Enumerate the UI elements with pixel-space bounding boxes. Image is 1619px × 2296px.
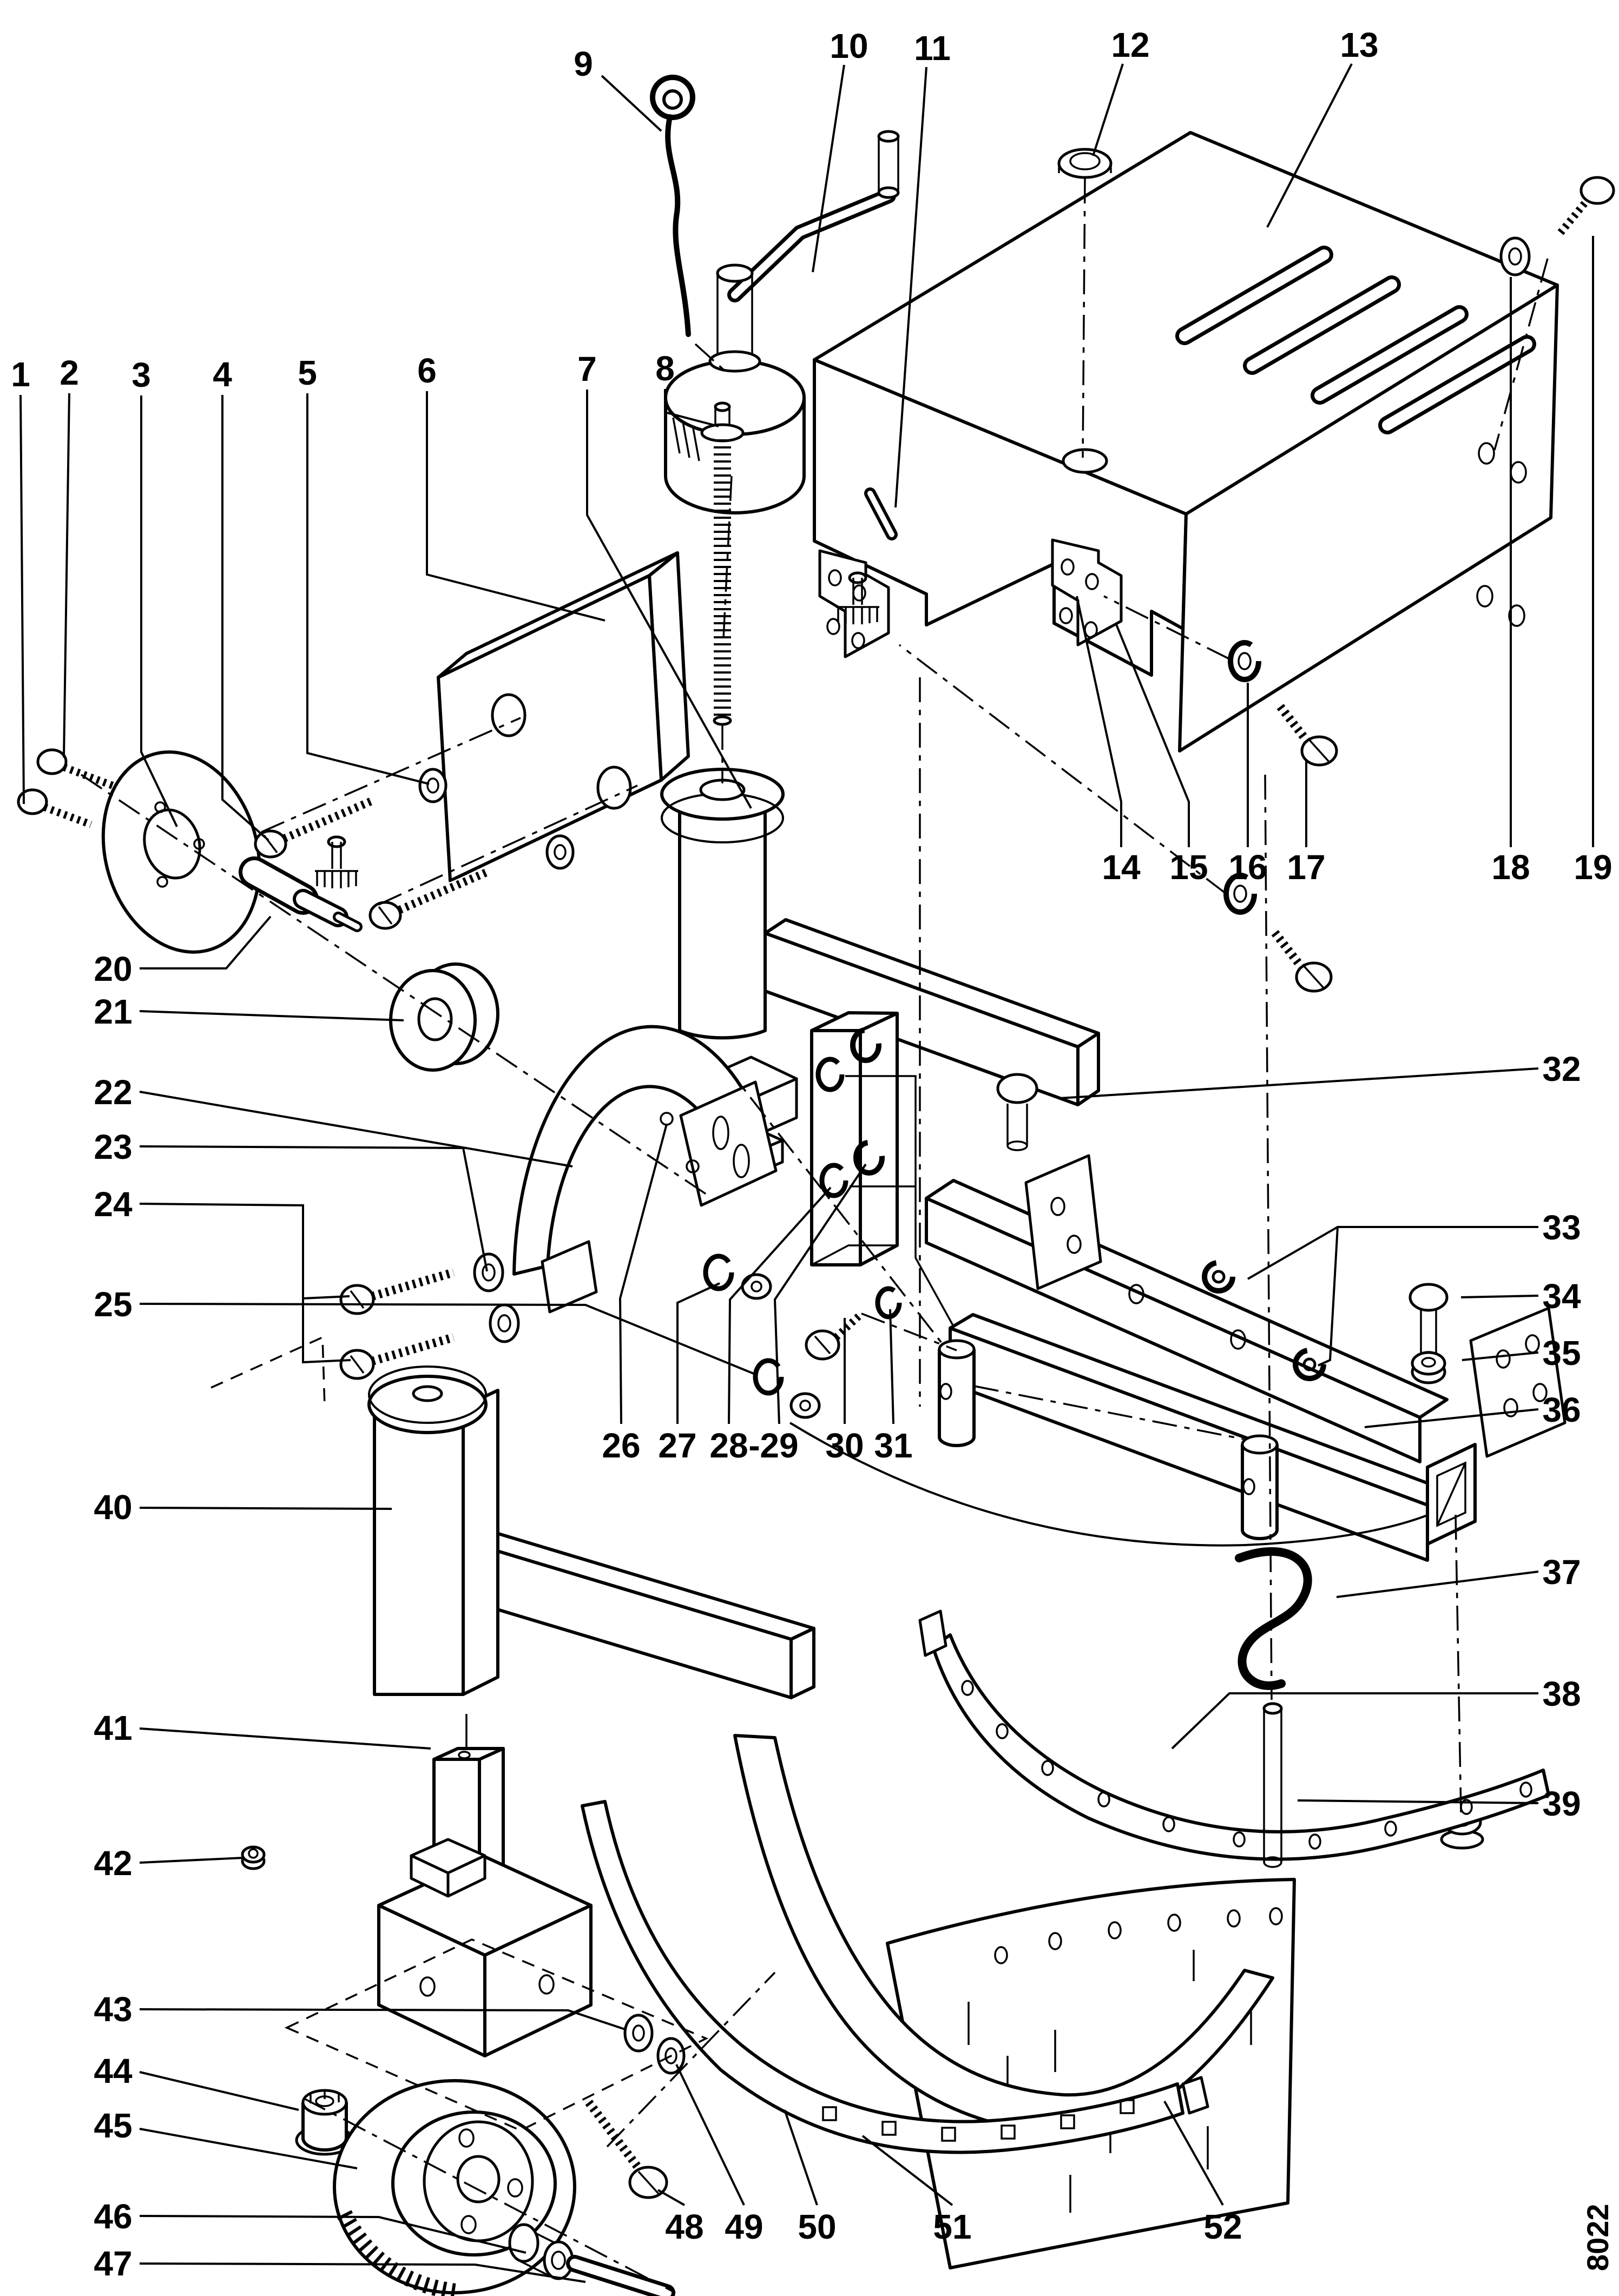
callout-28: 28 [709, 1426, 748, 1465]
callout-leader-26 [620, 1124, 667, 1424]
hex-bolt [1275, 933, 1331, 991]
pivot-bushing [939, 1341, 974, 1446]
callout-7: 7 [577, 349, 597, 388]
callout-22: 22 [94, 1073, 133, 1112]
callout-leader-21 [140, 1011, 404, 1020]
bolt-small [38, 750, 113, 786]
callout-29: 29 [760, 1426, 799, 1465]
callout-6: 6 [417, 351, 437, 390]
callout-49: 49 [725, 2207, 764, 2246]
carriage-frame [790, 1156, 1565, 1560]
callout-leader-42 [140, 1858, 243, 1863]
callout-5: 5 [298, 353, 317, 392]
callout-48: 48 [665, 2207, 704, 2246]
roller-washer [391, 964, 498, 1070]
callout-19: 19 [1574, 848, 1613, 887]
callout-23: 23 [94, 1127, 133, 1166]
pivot-bolt [1410, 1284, 1447, 1360]
callout-leader-4 [222, 395, 268, 840]
grease-nipple [315, 837, 358, 888]
lock-washer [878, 1289, 899, 1317]
callout-46: 46 [94, 2197, 133, 2236]
hex-bolt [1280, 707, 1337, 765]
callout-leader-12 [1093, 64, 1123, 156]
callout-leader-2 [64, 393, 69, 757]
wheel [334, 2081, 575, 2293]
callout-11: 11 [914, 29, 951, 68]
callout-35: 35 [1542, 1334, 1581, 1373]
callout-14: 14 [1102, 848, 1141, 887]
callout-leader-32 [1059, 1068, 1538, 1098]
callout-leader-48 [658, 2190, 685, 2205]
block-pad [438, 553, 688, 881]
washer-nut-pair [755, 1361, 819, 1417]
callout-2: 2 [60, 353, 79, 392]
column-post [369, 1367, 498, 1694]
guard-washers [475, 1254, 518, 1342]
grommet-cap [1059, 149, 1111, 177]
callout-leader-1 [21, 395, 24, 804]
callout-24: 24 [94, 1185, 133, 1224]
washer [625, 2015, 652, 2051]
callout-leader-27 [677, 1283, 720, 1424]
callout-36: 36 [1542, 1390, 1581, 1429]
callout-31: 31 [874, 1426, 913, 1465]
callout-leader-33 [1248, 1227, 1538, 1279]
caster-bracket [379, 1839, 591, 2056]
callout-20: 20 [94, 949, 133, 988]
callout-43: 43 [94, 1990, 133, 2029]
callout-leader-6 [427, 391, 605, 621]
hex-bolt [1561, 177, 1614, 233]
callout-27: 27 [658, 1426, 697, 1465]
callout-leader-23 [140, 1146, 487, 1271]
callout-51: 51 [933, 2207, 972, 2246]
callout-1: 1 [11, 355, 30, 394]
callout-13: 13 [1340, 25, 1379, 64]
hex-bolt [589, 2102, 667, 2198]
callout-leader-41 [140, 1728, 431, 1749]
callout-10: 10 [830, 27, 868, 65]
carriage-bolt [806, 1316, 859, 1359]
callout-50: 50 [798, 2207, 837, 2246]
callout-39: 39 [1542, 1784, 1581, 1823]
cotter-pin [653, 77, 693, 334]
callout-8: 8 [655, 349, 675, 388]
callout-leader-37 [1337, 1572, 1538, 1597]
callout-32: 32 [1542, 1050, 1581, 1088]
drawing-number: 8022 [1581, 2203, 1615, 2271]
callout-17: 17 [1287, 848, 1326, 887]
callout-leader-34 [1461, 1296, 1538, 1297]
callout-leader-10 [813, 65, 844, 272]
callout-leader-44 [140, 2072, 299, 2110]
callout-26: 26 [602, 1426, 641, 1465]
axle-pin [575, 2264, 667, 2293]
callout-21: 21 [94, 992, 133, 1031]
callout-leader-49 [676, 2064, 744, 2205]
hinge-bolt [998, 1074, 1037, 1150]
callout-44: 44 [94, 2051, 133, 2090]
callout-hyphen: - [748, 1426, 760, 1465]
callout-47: 47 [94, 2244, 133, 2283]
callout-leader-38 [1172, 1693, 1538, 1749]
callout-16: 16 [1228, 848, 1267, 887]
callout-41: 41 [94, 1708, 133, 1747]
callout-38: 38 [1542, 1674, 1581, 1713]
callout-leader-5 [307, 393, 429, 784]
callout-30: 30 [825, 1426, 864, 1465]
callout-37: 37 [1542, 1553, 1581, 1592]
callout-leader-40 [140, 1508, 392, 1509]
callout-3: 3 [131, 355, 151, 394]
callout-34: 34 [1542, 1277, 1581, 1316]
curved-band-upper [920, 1611, 1549, 1859]
callout-52: 52 [1203, 2207, 1242, 2246]
callout-4: 4 [213, 355, 232, 394]
washer-nut-pair [706, 1256, 771, 1298]
disc-flange [81, 734, 282, 971]
callout-33: 33 [1542, 1208, 1581, 1247]
callout-18: 18 [1491, 848, 1530, 887]
small-nut [242, 1847, 264, 1869]
s-hook [1239, 1552, 1308, 1686]
guard-screws [341, 1272, 453, 1378]
pivot-bushing [1242, 1436, 1277, 1539]
callout-40: 40 [94, 1488, 133, 1527]
callout-45: 45 [94, 2106, 133, 2145]
lock-nut [1412, 1352, 1445, 1383]
support-arm [463, 1530, 814, 1698]
crank-grip [879, 131, 898, 197]
callout-15: 15 [1169, 848, 1208, 887]
callout-42: 42 [94, 1844, 133, 1883]
callout-9: 9 [574, 44, 593, 83]
washer [1501, 238, 1529, 275]
callout-25: 25 [94, 1285, 133, 1324]
callout-leader-22 [140, 1092, 572, 1166]
bolt-small [18, 790, 91, 824]
callout-12: 12 [1111, 25, 1150, 64]
cover-housing [814, 133, 1557, 751]
